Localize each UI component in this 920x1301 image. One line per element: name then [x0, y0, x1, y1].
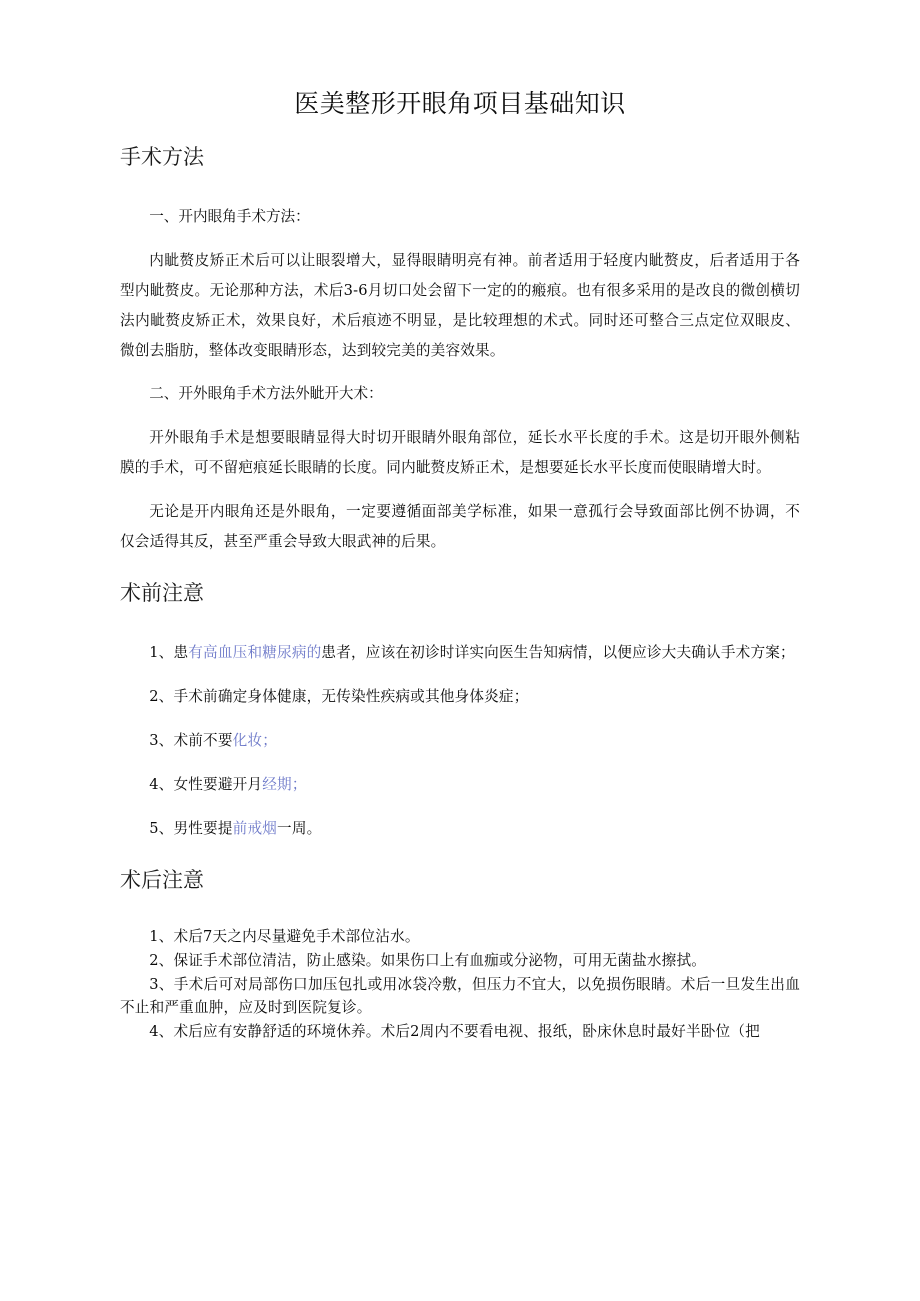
spacer [120, 712, 800, 726]
pre-op-item-1-link[interactable]: 有高血压和糖尿病的 [188, 644, 322, 662]
section-heading-pre-op: 术前注意 [120, 580, 204, 605]
spacer [120, 800, 800, 814]
pre-op-item-3-prefix: 3、术前不要 [149, 732, 233, 750]
pre-op-item-2-prefix: 2、手术前确定身体健康，无传染性疾病或其他身体炎症； [149, 688, 529, 706]
paragraph-inner-canthus-method: 内眦赘皮矫正术后可以让眼裂增大，显得眼睛明亮有神。前者适用于轻度内眦赘皮，后者适用于各型内眦赘皮。无论那种方法，术后3-6月切口处会留下一定的的瘢痕。也有很多采用的是改良的微创横切法内眦赘皮矫正术，效果良好，术后痕迹不明显，是比较理想的术式。同时还可整合三点定位双眼皮、微创去脂肪，整体改变眼睛形态，达到较完美的美容效果。 [120, 251, 800, 359]
pre-op-item-5-link[interactable]: 前戒烟 [232, 819, 278, 837]
pre-op-item-3-link[interactable]: 化妆； [232, 732, 278, 750]
pre-op-item-5-suffix: 一周。 [277, 819, 322, 837]
pre-op-item-5 [120, 814, 800, 844]
subheading-outer-canthus: 二、开外眼角手术方法外眦开大术： [149, 385, 383, 403]
post-op-item-2: 2、保证手术部位清洁，防止感染。如果伤口上有血痂或分泌物，可用无菌盐水擦拭。 [149, 951, 707, 969]
spacer [120, 121, 800, 143]
pre-op-item-5-prefix: 5、男性要提 [149, 819, 233, 837]
pre-op-item-4-link[interactable]: 经期； [262, 776, 307, 794]
spacer [120, 844, 800, 866]
pre-op-item-4 [120, 770, 800, 800]
section-heading-post-op: 术后注意 [120, 867, 204, 892]
spacer [120, 172, 800, 202]
pre-op-item-1-suffix: 患者，应该在初诊时详实向医生告知病情，以便应诊大夫确认手术方案； [321, 644, 795, 662]
paragraph-aesthetic-standard: 无论是开内眼角还是外眼角，一定要遵循面部美学标准，如果一意孤行会导致面部比例不协调，不仅会适得其反，甚至严重会导致大眼武神的后果。 [120, 503, 800, 551]
spacer [120, 483, 800, 497]
spacer [120, 232, 800, 246]
pre-op-item-4-prefix: 4、女性要避开月 [149, 776, 263, 794]
pre-op-item-3 [120, 726, 800, 756]
page-title: 医美整形开眼角项目基础知识 [294, 89, 626, 118]
spacer [120, 409, 800, 423]
subheading-inner-canthus: 一、开内眼角手术方法： [149, 207, 310, 225]
pre-op-item-2 [120, 682, 800, 712]
spacer [120, 756, 800, 770]
section-heading-surgical-methods: 手术方法 [120, 144, 204, 169]
spacer [120, 608, 800, 638]
spacer [120, 668, 800, 682]
post-op-item-3: 3、手术后可对局部伤口加压包扎或用冰袋冷敷，但压力不宜大，以免损伤眼睛。术后一旦发生出血不止和严重血肿，应及时到医院复诊。 [120, 975, 800, 1017]
paragraph-outer-canthus-method: 开外眼角手术是想要眼睛显得大时切开眼睛外眼角部位，延长水平长度的手术。这是切开眼外侧粘膜的手术，可不留疤痕延长眼睛的长度。同内眦赘皮矫正术，是想要延长水平长度而使眼睛增大时。 [120, 429, 800, 477]
pre-op-item-1 [120, 638, 800, 668]
post-op-item-1: 1、术后7天之内尽量避免手术部位沾水。 [149, 928, 420, 946]
post-op-item-4: 4、术后应有安静舒适的环境休养。术后2周内不要看电视、报纸，卧床休息时最好半卧位（把 [149, 1022, 760, 1040]
spacer [120, 557, 800, 579]
pre-op-item-1-prefix: 1、患 [149, 644, 189, 662]
spacer [120, 895, 800, 925]
spacer [120, 365, 800, 379]
